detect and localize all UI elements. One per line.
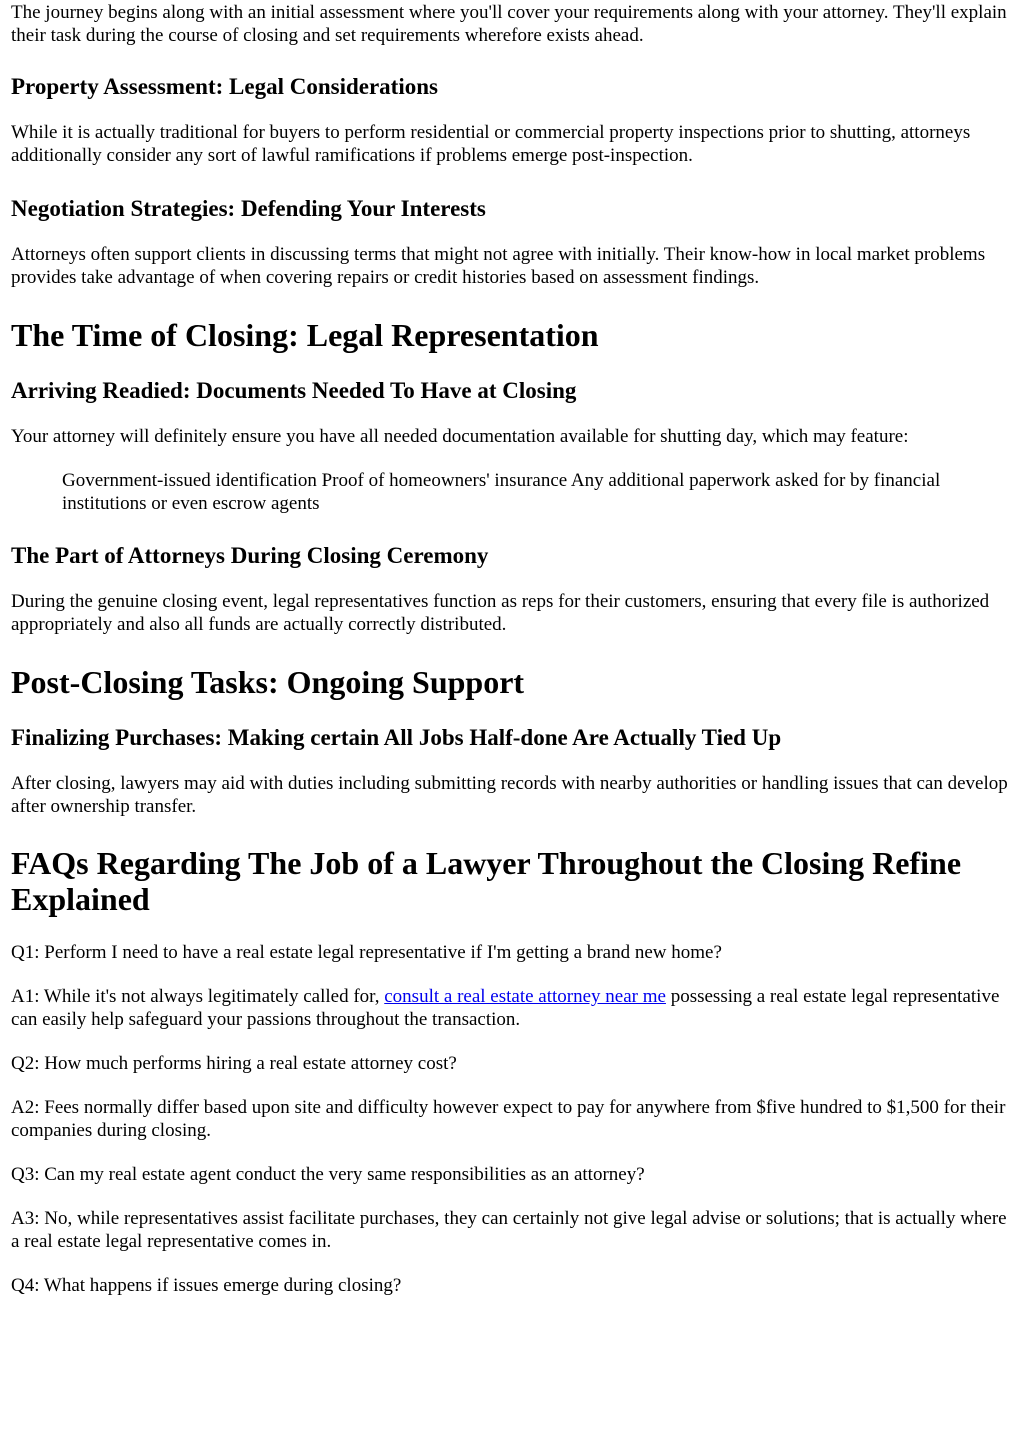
time-of-closing-heading: The Time of Closing: Legal Representation <box>11 317 599 353</box>
documents-blockquote: Government-issued identification Proof of homeowners' insurance Any additional paperwork asked for by financial institutions or even escrow agents <box>62 470 941 514</box>
post-closing-heading: Post-Closing Tasks: Ongoing Support <box>11 664 525 700</box>
negotiation-heading: Negotiation Strategies: Defending Your Interests <box>11 196 486 221</box>
attorney-role-heading: The Part of Attorneys During Closing Ceremony <box>11 543 489 568</box>
faq-question-1: Q1: Perform I need to have a real estate legal representative if I'm getting a brand new home? <box>11 942 722 963</box>
faq-question-3: Q3: Can my real estate agent conduct the very same responsibilities as an attorney? <box>11 1164 645 1185</box>
faq-question-2: Q2: How much performs hiring a real estate attorney cost? <box>11 1053 457 1074</box>
faq-answer-1-text-before: A1: While it's not always legitimately called for, <box>11 986 385 1007</box>
finalizing-heading: Finalizing Purchases: Making certain All Jobs Half-done Are Actually Tied Up <box>11 725 782 750</box>
faq-answer-1 <box>11 985 1013 1031</box>
faq-question-4: Q4: What happens if issues emerge during closing? <box>11 1275 402 1296</box>
attorney-role-paragraph: During the genuine closing event, legal representatives function as reps for their customers, ensuring that every file is authorized appropriately and also all funds are actually correctly distributed. <box>11 591 990 635</box>
faqs-heading: FAQs Regarding The Job of a Lawyer Throughout the Closing Refine Explained <box>11 845 962 917</box>
consult-attorney-link[interactable]: consult a real estate attorney near me <box>384 986 666 1007</box>
property-assessment-paragraph: While it is actually traditional for buyers to perform residential or commercial property inspections prior to shutting, attorneys additionally consider any sort of lawful ramifications if problems emerge post-inspection. <box>11 122 971 166</box>
arriving-readied-heading: Arriving Readied: Documents Needed To Have at Closing <box>11 378 577 403</box>
intro-paragraph: The journey begins along with an initial assessment where you'll cover your requirements along with your attorney. They'll explain their task during the course of closing and set requirements wherefore exists ahead. <box>11 2 1007 46</box>
faq-answer-1-text-after: possessing a real estate legal representative can easily help safeguard your passions throughout the transaction. <box>11 986 1000 1030</box>
negotiation-paragraph: Attorneys often support clients in discussing terms that might not agree with initially. Their know-how in local market problems provides take advantage of when covering repairs or credit histories based on assessment findings. <box>11 244 986 288</box>
faq-answer-3: A3: No, while representatives assist facilitate purchases, they can certainly not give legal advise or solutions; that is actually where a real estate legal representative comes in. <box>11 1208 1007 1252</box>
faq-answer-2: A2: Fees normally differ based upon site and difficulty however expect to pay for anywhere from $five hundred to $1,500 for their companies during closing. <box>11 1097 1006 1141</box>
property-assessment-heading: Property Assessment: Legal Considerations <box>11 74 438 99</box>
finalizing-paragraph: After closing, lawyers may aid with duties including submitting records with nearby authorities or handling issues that can develop after ownership transfer. <box>11 773 1008 817</box>
arriving-readied-paragraph: Your attorney will definitely ensure you have all needed documentation available for shutting day, which may feature: <box>11 426 909 447</box>
